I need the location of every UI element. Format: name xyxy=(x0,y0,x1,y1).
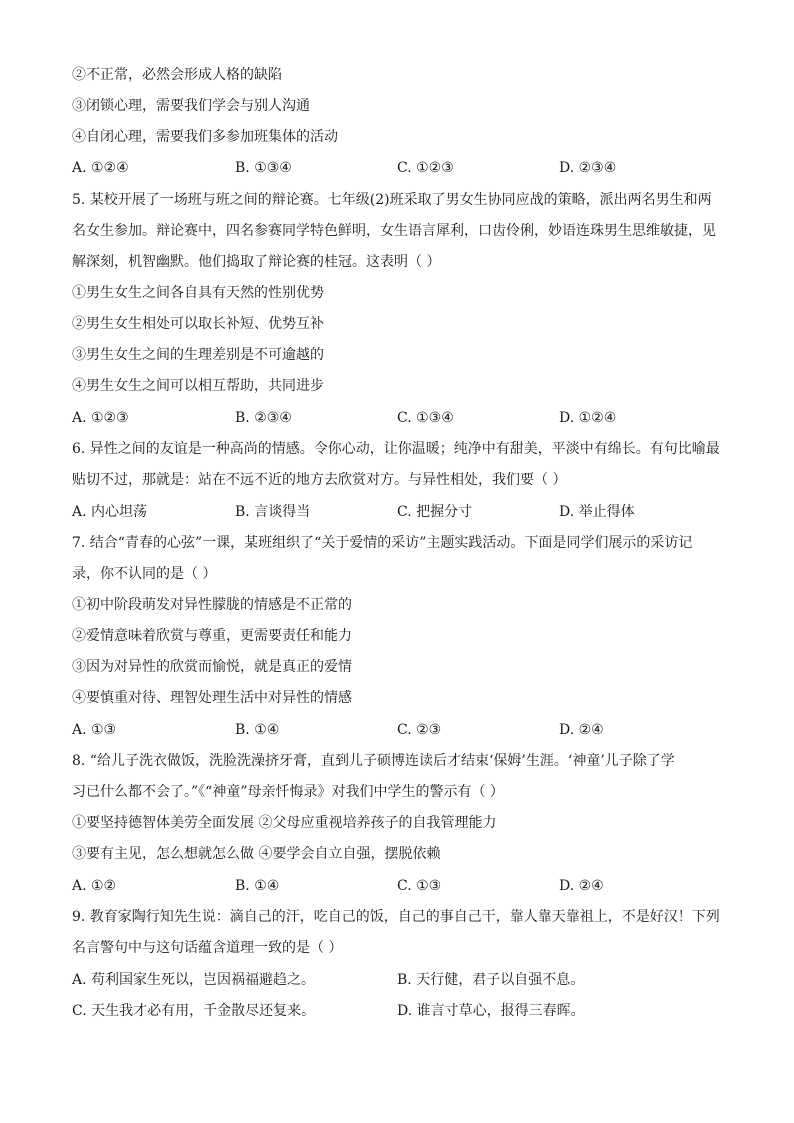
q5-statement-4: ④男生女生之间可以相互帮助，共同进步 xyxy=(72,378,324,394)
q9-stem-line-2: 名言警句中与这句话蕴含道理一致的是（ ） xyxy=(72,940,343,956)
q6-stem-line-2: 贴切不过，那就是：站在不远不近的地方去欣赏对方。与异性相处，我们要（ ） xyxy=(72,472,567,488)
q5-option-c: C. ①③④ xyxy=(397,410,454,426)
q5-stem-line-3: 解深刻，机智幽默。他们捣取了辩论赛的桂冠。这表明（ ） xyxy=(72,254,441,270)
q7-option-c: C. ②③ xyxy=(397,722,442,738)
q7-option-b: B. ①④ xyxy=(235,722,280,738)
q6-option-a: A. 内心坦荡 xyxy=(72,504,148,520)
q5-stem-line-1: 5. 某校开展了一场班与班之间的辩论赛。七年级(2)班采取了男女生协同应战的策略，派出两名男生和两 xyxy=(72,192,712,208)
q9-option-b: B. 天行健，君子以自强不息。 xyxy=(397,972,585,988)
q6-options xyxy=(72,502,732,522)
q7-statement-4: ④要慎重对待、理智处理生活中对异性的情感 xyxy=(72,690,352,706)
q9-option-a: A. 苟利国家生死以，岂因祸福避趋之。 xyxy=(72,972,316,988)
q9-options-row-1 xyxy=(72,970,732,990)
q8-option-c: C. ①③ xyxy=(397,878,442,894)
q5-option-b: B. ②③④ xyxy=(235,410,292,426)
q9-options-row-2 xyxy=(72,1001,732,1021)
q4-statement-2: ②不正常，必然会形成人格的缺陷 xyxy=(72,67,282,83)
q7-stem-line-1: 7. 结合“青春的心弦”一课，某班组织了“关于爱情的采访”主题实践活动。下面是同学们展示的采访记 xyxy=(72,535,693,551)
q7-statement-3: ③因为对异性的欣赏而愉悦，就是真正的爱情 xyxy=(72,659,352,675)
q4-statement-3: ③闭锁心理，需要我们学会与别人沟通 xyxy=(72,98,310,114)
q9-option-d: D. 谁言寸草心，报得三春晖。 xyxy=(397,1003,585,1019)
q5-option-a: A. ①②③ xyxy=(72,410,129,426)
q8-statements-1-2: ①要坚持德智体美劳全面发展 ②父母应重视培养孩子的自我管理能力 xyxy=(72,815,497,831)
q4-option-c: C. ①②③ xyxy=(397,160,454,176)
q5-options xyxy=(72,408,732,428)
q6-option-b: B. 言谈得当 xyxy=(235,504,311,520)
q6-option-d: D. 举止得体 xyxy=(559,504,635,520)
q4-options xyxy=(72,158,732,178)
q4-option-d: D. ②③④ xyxy=(559,160,617,176)
q5-statement-1: ①男生女生之间各自具有天然的性别优势 xyxy=(72,285,324,301)
q6-option-c: C. 把握分寸 xyxy=(397,504,473,520)
q8-option-d: D. ②④ xyxy=(559,878,604,894)
q5-statement-2: ②男生女生相处可以取长补短、优势互补 xyxy=(72,316,324,332)
q8-stem-line-1: 8. “给儿子洗衣做饭，洗脸洗澡挤牙膏，直到儿子硕博连读后才结束‘保姆’生涯。‘神童’儿子除了学 xyxy=(72,753,675,769)
q7-statement-2: ②爱情意味着欣赏与尊重，更需要责任和能力 xyxy=(72,628,352,644)
q8-option-a: A. ①② xyxy=(72,878,117,894)
q9-stem-line-1: 9. 教育家陶行知先生说：滴自己的汗，吃自己的饭，自己的事自己干，靠人靠天靠祖上，不是好汉！下列 xyxy=(72,909,720,925)
q8-option-b: B. ①④ xyxy=(235,878,280,894)
q7-statement-1: ①初中阶段萌发对异性朦胧的情感是不正常的 xyxy=(72,597,352,613)
q4-option-b: B. ①③④ xyxy=(235,160,292,176)
q4-statement-4: ④自闭心理，需要我们多参加班集体的活动 xyxy=(72,129,338,145)
q5-statement-3: ③男生女生之间的生理差别是不可逾越的 xyxy=(72,347,324,363)
q6-stem-line-1: 6. 异性之间的友谊是一种高尚的情感。令你心动，让你温暖；纯净中有甜美，平淡中有绵长。有句比喻最 xyxy=(72,441,720,457)
q5-stem-line-2: 名女生参加。辩论赛中，四名参赛同学特色鲜明，女生语言犀利，口齿伶俐，妙语连珠男生思维敏捷，见 xyxy=(72,223,716,239)
q4-option-a: A. ①②④ xyxy=(72,160,129,176)
q8-options xyxy=(72,876,732,896)
q5-option-d: D. ①②④ xyxy=(559,410,617,426)
q8-stem-line-2: 习已什么都不会了。”《“神童”母亲忏悔录》对我们中学生的警示有（ ） xyxy=(72,784,504,800)
q7-stem-line-2: 录，你不认同的是（ ） xyxy=(72,566,217,582)
q8-statements-3-4: ③要有主见，怎么想就怎么做 ④要学会自立自强，摆脱依赖 xyxy=(72,846,441,862)
q7-option-d: D. ②④ xyxy=(559,722,604,738)
q7-options xyxy=(72,720,732,740)
q7-option-a: A. ①③ xyxy=(72,722,117,738)
q9-option-c: C. 天生我才必有用，千金散尽还复来。 xyxy=(72,1003,316,1019)
